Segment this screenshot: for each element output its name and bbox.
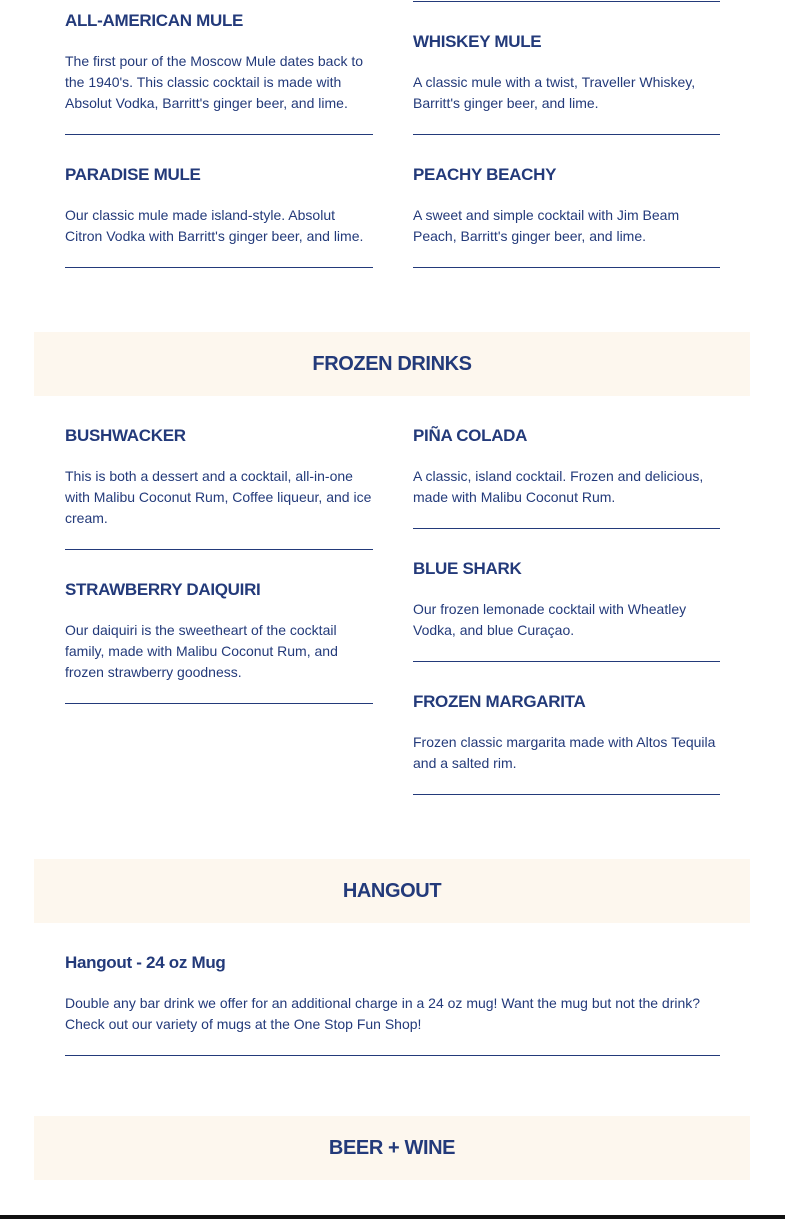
menu-item [413,692,720,774]
menu-item-divider [413,267,720,268]
menu-item-name: BUSHWACKER [65,426,186,445]
menu-item-name: PEACHY BEACHY [413,165,557,184]
bottom-bar [0,1215,785,1219]
menu-item [413,32,720,114]
menu-item [413,426,720,508]
section-header-beer-wine [34,1116,750,1180]
menu-item [65,953,720,1035]
menu-item-divider [413,794,720,795]
menu-item-divider [65,267,373,268]
menu-item [65,165,373,247]
menu-item-name: STRAWBERRY DAIQUIRI [65,580,261,599]
menu-item-divider [413,1,720,2]
menu-item [65,580,373,683]
menu-item [413,165,720,247]
menu-item-description: The first pour of the Moscow Mule dates back to the 1940's. This classic cocktail is made with Absolut Vodka, Barritt's ginger beer, and lime. [65,53,364,111]
menu-item-divider [413,528,720,529]
menu-item-name: PARADISE MULE [65,165,201,184]
menu-item-divider [65,549,373,550]
menu-item-description: Our frozen lemonade cocktail with Wheatley Vodka, and blue Curaçao. [413,601,687,638]
menu-item-name: PIÑA COLADA [413,426,528,445]
menu-item-description: Double any bar drink we offer for an additional charge in a 24 oz mug! Want the mug but not the drink? Check out our variety of mugs at the One Stop Fun Shop! [65,995,701,1032]
menu-item-divider [65,703,373,704]
section-title: BEER + WINE [328,1136,456,1159]
menu-item-divider [65,1055,720,1056]
section-title: HANGOUT [342,879,442,902]
menu-item-name: FROZEN MARGARITA [413,692,586,711]
section-title: FROZEN DRINKS [312,352,472,375]
menu-item-name: WHISKEY MULE [413,32,542,51]
menu-item-name: ALL-AMERICAN MULE [65,11,244,30]
menu-item-description: A classic, island cocktail. Frozen and delicious, made with Malibu Coconut Rum. [413,468,704,505]
menu-item [65,11,373,114]
menu-item-description: Frozen classic margarita made with Altos Tequila and a salted rim. [413,734,716,771]
menu-item-divider [65,134,373,135]
menu-item-description: A classic mule with a twist, Traveller Whiskey, Barritt's ginger beer, and lime. [413,74,696,111]
section-header-frozen [34,332,750,396]
menu-item [413,559,720,641]
menu-item-divider [413,134,720,135]
menu-item-description: Our daiquiri is the sweetheart of the cocktail family, made with Malibu Coconut Rum, and frozen strawberry goodness. [65,622,338,680]
section-header-hangout [34,859,750,923]
menu-item-description: This is both a dessert and a cocktail, all-in-one with Malibu Coconut Rum, Coffee liqueur, and ice cream. [65,468,372,526]
menu-item-description: Our classic mule made island-style. Absolut Citron Vodka with Barritt's ginger beer, and lime. [65,207,364,244]
menu-item-description: A sweet and simple cocktail with Jim Beam Peach, Barritt's ginger beer, and lime. [413,207,680,244]
menu-item-name: Hangout - 24 oz Mug [65,953,226,972]
menu-item-divider [413,661,720,662]
menu-item-name: BLUE SHARK [413,559,522,578]
menu-item [65,426,373,529]
